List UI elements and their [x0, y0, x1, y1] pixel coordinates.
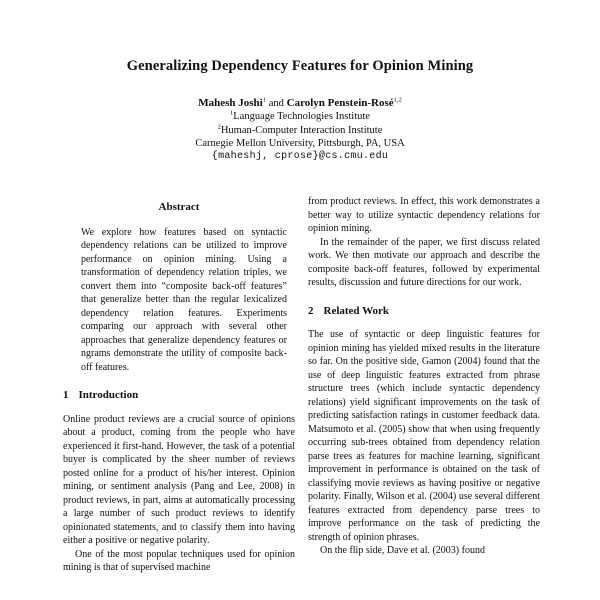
- section-1-heading: [63, 389, 295, 403]
- abstract-heading: Abstract: [158, 201, 200, 213]
- section-2-title: Related Work: [323, 304, 389, 317]
- affiliation-1-text: Language Technologies Institute: [233, 111, 370, 123]
- right-column: [308, 195, 540, 600]
- author-line: [0, 97, 600, 110]
- affiliation-1-marker: 1: [230, 109, 234, 117]
- paper-title: Generalizing Dependency Features for Opinion Mining: [126, 58, 474, 74]
- section-1-title: Introduction: [78, 389, 139, 401]
- author2-affiliation-marker: 1,2: [393, 96, 402, 104]
- affiliation-3: Carnegie Mellon University, Pittsburgh, PA, USA: [195, 137, 405, 149]
- author-conjunction: and: [268, 98, 284, 109]
- author-block: [0, 97, 600, 163]
- abstract-text: We explore how features based on syntactic dependency relations can be utilized to improve performance on opinion mining. Using a transformation of dependency relation triples, we convert them into “composite back-off features” that generalize better than the regular lexicalized dependency relation features. Experiments comparing our approach with several other approaches that generalize dependency features or ngrams demonstrate the utility of composite back-off features.: [81, 226, 287, 373]
- related-work-paragraph-1: The use of syntactic or deep linguistic features for opinion mining has yielded mixed results in the literature so far. On the positive side, Gamon (2004) found that the use of deep linguistic features extracted from phrase structure trees (which include syntactic dependency relations) yield significant improvements on the task of predicting satisfaction ratings in customer feedback data. Matsumoto et al. (2005) show that when using frequently occurring sub-trees obtained from dependency relation parse trees as features for machine learning, significant improvement in performance is obtained on the task of classifying movie reviews as having positive or negative polarity. Finally, Wilson et al. (2004) use several different features extracted from dependency parse trees to improve performance on the task of predicting the strength of opinion phrases.: [308, 329, 540, 543]
- affiliation-2-text: Human-Computer Interaction Institute: [220, 124, 383, 136]
- paper-roadmap-paragraph: In the remainder of the paper, we first discuss related work. We then motivate our approach and describe the composite back-off features, followed by experimental results, discussion and future directions for our work.: [308, 236, 540, 288]
- left-column: [63, 195, 295, 600]
- affiliation-2-marker: 2: [217, 123, 221, 131]
- section-1-number: 1: [63, 389, 69, 401]
- section-2-heading: [308, 305, 540, 319]
- author1-affiliation-marker: 1: [262, 96, 266, 104]
- section-2-number: 2: [308, 304, 314, 317]
- two-column-body: [63, 195, 540, 600]
- author-email: {maheshj, cprose}@cs.cmu.edu: [211, 151, 389, 163]
- intro-paragraph-2: One of the most popular techniques used for opinion mining is that of supervised machine: [63, 548, 295, 573]
- intro-continuation-paragraph: from product reviews. In effect, this work demonstrates a better way to utilize syntactic dependency relations for opinion mining.: [308, 196, 540, 234]
- affiliation-1: [0, 110, 600, 123]
- related-work-paragraph-2: On the flip side, Dave et al. (2003) found: [320, 545, 485, 556]
- author2-name: Carolyn Penstein-Rosé: [286, 97, 394, 109]
- affiliation-2: [0, 124, 600, 137]
- author1-name: Mahesh Joshi: [198, 97, 263, 109]
- intro-paragraph-1: Online product reviews are a crucial source of opinions about a product, coming from the people who have experienced it first-hand. However, the task of a potential buyer is complicated by the sheer number of reviews posted online for a product of his/her interest. Opinion mining, or sentiment analysis (Pang and Lee, 2008) in product reviews, in part, aims at automatically processing a large number of such product reviews to identify opinionated statements, and to classify them into having either a positive or negative polarity.: [63, 413, 295, 546]
